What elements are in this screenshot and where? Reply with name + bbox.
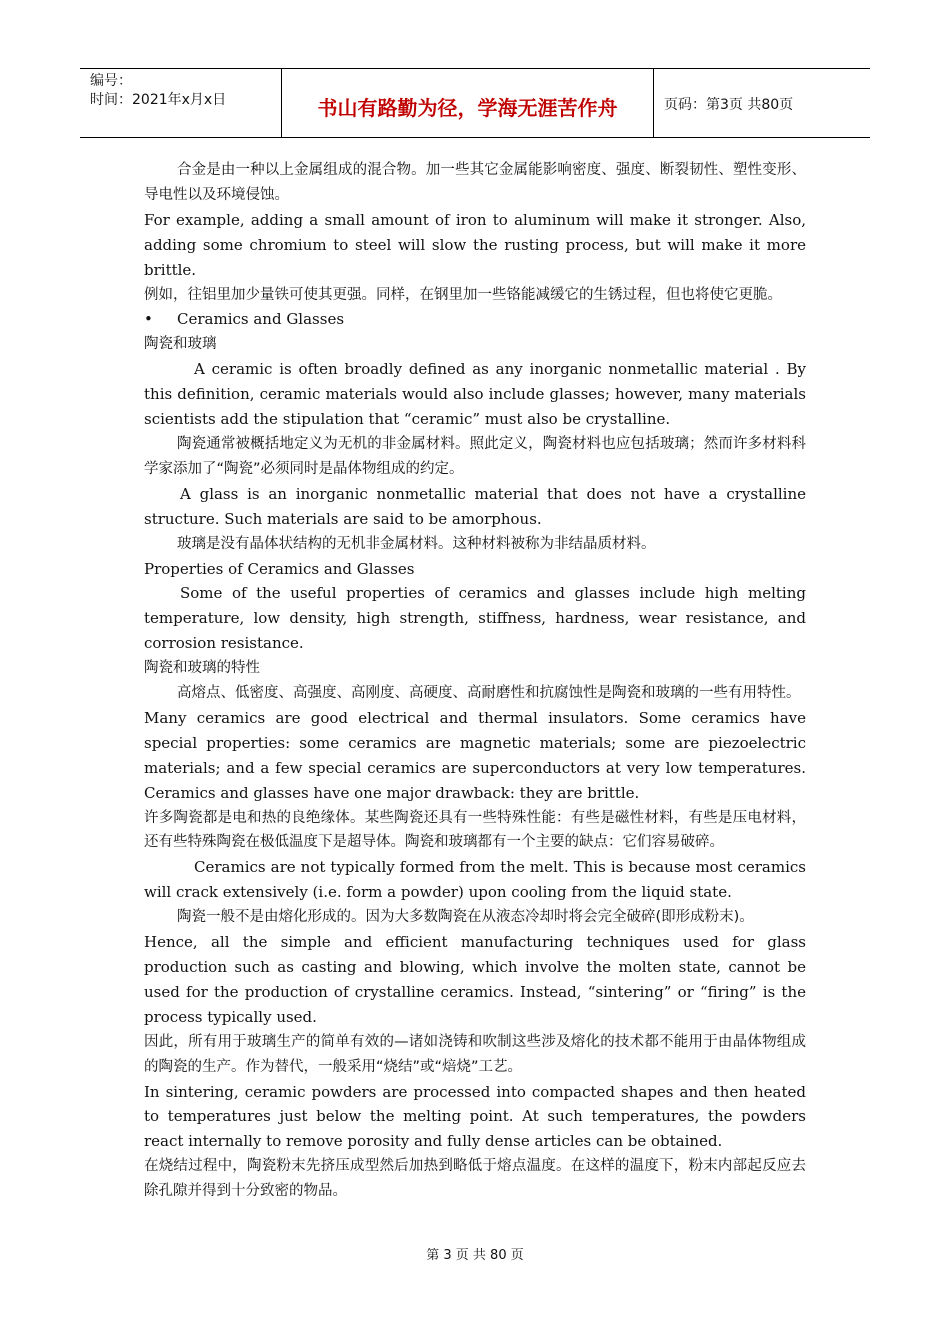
paragraph: 玻璃是没有晶体状结构的无机非金属材料。这种材料被称为非结晶质材料。 — [177, 535, 656, 552]
time-label: 时间：2021年x月x日 — [90, 92, 227, 108]
paragraph: Some of the useful properties of ceramics and glasses include high melting temperature, low density, high strength, stiffness, hardness, wear resistance, and corrosion resistance. — [144, 584, 806, 653]
number-label: 编号： — [90, 73, 132, 89]
paragraph: A ceramic is often broadly defined as any inorganic nonmetallic material . By this definition, ceramic materials would also include glasses; however, many materials scientists add the stipulation that “ceramic” must also be crystalline. — [144, 360, 806, 429]
bullet-mark: • — [144, 310, 153, 329]
paragraph: Many ceramics are good electrical and thermal insulators. Some ceramics have special properties: some ceramics are magnetic materials; some are piezoelectric materials; and a few special ceramics are superconductors at very low temperatures. Ceramics and glasses have one major drawback: they are brittle. — [144, 708, 806, 802]
header-page-info: 页码：第3页 共80页 — [664, 97, 794, 113]
section-heading-zh: 陶瓷和玻璃的特性 — [144, 660, 260, 677]
bullet-item — [144, 307, 806, 332]
document-body — [144, 158, 806, 1204]
paragraph: 因此，所有用于玻璃生产的简单有效的—诸如浇铸和吹制这些涉及熔化的技术都不能用于由晶体物组成的陶瓷的生产。作为替代，一般采用“烧结”或“焙烧”工艺。 — [144, 1033, 806, 1075]
paragraph: 高熔点、低密度、高强度、高刚度、高硬度、高耐磨性和抗腐蚀性是陶瓷和玻璃的一些有用特性。 — [177, 685, 801, 702]
paragraph: 在烧结过程中，陶瓷粉末先挤压成型然后加热到略低于熔点温度。在这样的温度下，粉末内部起反应去除孔隙并得到十分致密的物品。 — [144, 1158, 806, 1200]
section-heading: Properties of Ceramics and Glasses — [144, 559, 415, 578]
paragraph: 陶瓷一般不是由熔化形成的。因为大多数陶瓷在从液态冷却时将会完全破碎(即形成粉末)。 — [177, 909, 754, 926]
paragraph: 合金是由一种以上金属组成的混合物。加一些其它金属能影响密度、强度、断裂韧性、塑性变形、导电性以及环境侵蚀。 — [144, 162, 806, 203]
section-heading: Ceramics and Glasses — [177, 310, 345, 329]
paragraph: A glass is an inorganic nonmetallic material that does not have a crystalline structure. Such materials are said to be amorphous. — [144, 484, 806, 528]
paragraph: In sintering, ceramic powders are processed into compacted shapes and then heated to temperatures just below the melting point. At such temperatures, the powders react internally to remove porosity and fully dense articles can be obtained. — [144, 1082, 806, 1151]
header-motto: 书山有路勤为径，学海无涯苦作舟 — [282, 69, 654, 137]
paragraph: 例如，往铝里加少量铁可使其更强。同样，在钢里加一些铬能减缓它的生锈过程，但也将使它更脆。 — [144, 286, 782, 303]
section-heading-zh: 陶瓷和玻璃 — [144, 336, 217, 353]
page-footer: 第 3 页 共 80 页 — [426, 1248, 524, 1263]
paragraph: 许多陶瓷都是电和热的良绝缘体。某些陶瓷还具有一些特殊性能：有些是磁性材料，有些是压电材料，还有些特殊陶瓷在极低温度下是超导体。陶瓷和玻璃都有一个主要的缺点：它们容易破碎。 — [144, 809, 806, 851]
header-meta — [80, 69, 282, 137]
paragraph: Hence, all the simple and efficient manufacturing techniques used for glass production such as casting and blowing, which involve the molten state, cannot be used for the production of crystalline ceramics. Instead, “sintering” or “firing” is the process typically used. — [144, 933, 806, 1026]
paragraph: For example, adding a small amount of iron to aluminum will make it stronger. Also, adding some chromium to steel will slow the rusting process, but will make it more brittle. — [144, 210, 806, 279]
page-header — [80, 68, 870, 138]
paragraph: Ceramics are not typically formed from the melt. This is because most ceramics will crack extensively (i.e. form a powder) upon cooling from the liquid state. — [144, 858, 806, 902]
paragraph: 陶瓷通常被概括地定义为无机的非金属材料。照此定义，陶瓷材料也应包括玻璃；然而许多材料科学家添加了“陶瓷”必须同时是晶体物组成的约定。 — [144, 435, 806, 477]
